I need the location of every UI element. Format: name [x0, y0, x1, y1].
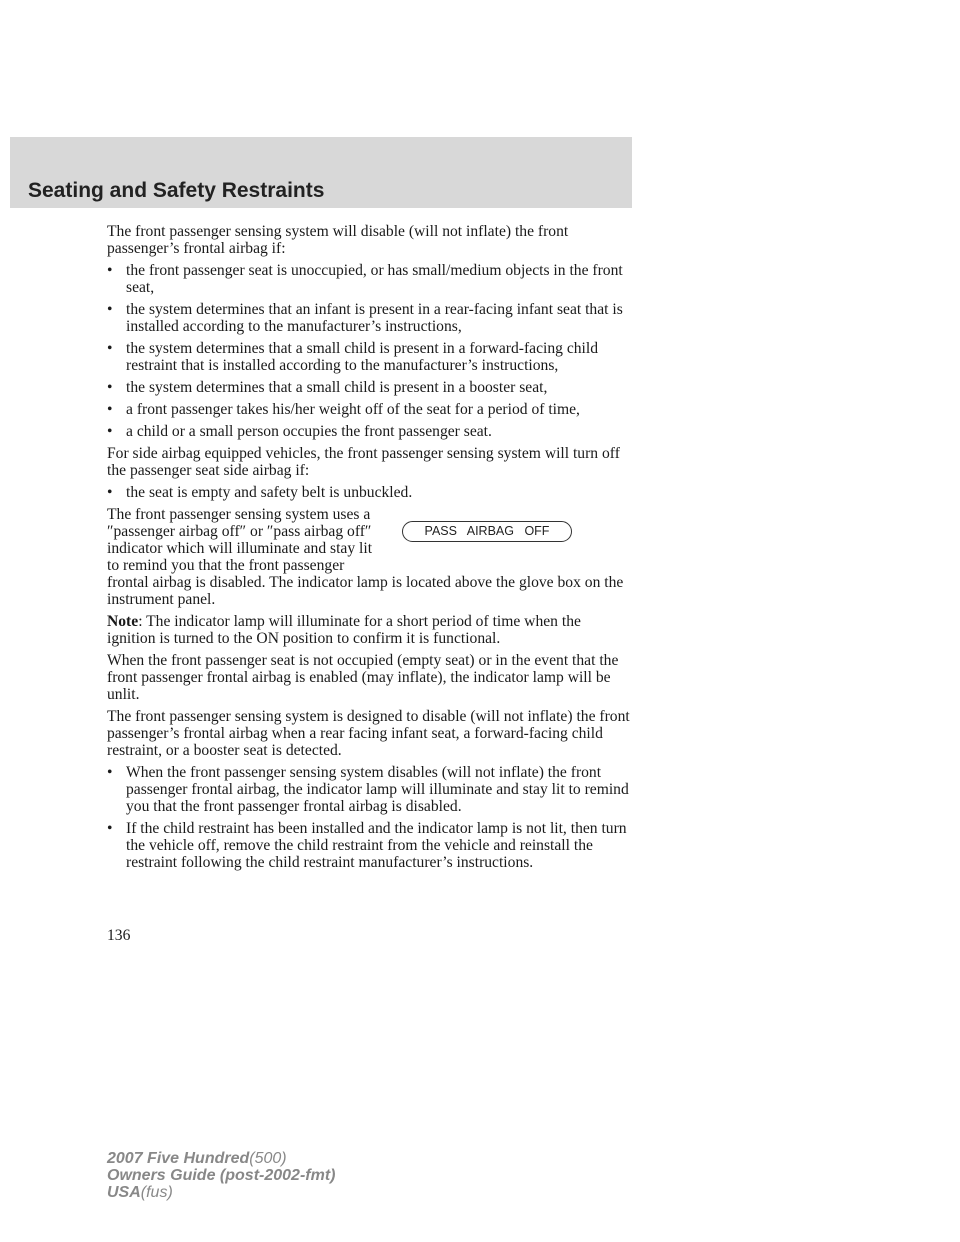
paragraph: When the front passenger seat is not occupied (empty seat) or in the event that the front passenger frontal airbag is enabled (may inflate), the indicator lamp will be unlit.	[107, 652, 619, 703]
paragraph: The front passenger sensing system will disable (will not inflate) the front passenger’s frontal airbag if:	[107, 223, 569, 257]
document-footer	[107, 1150, 335, 1201]
indicator-figure	[386, 510, 632, 570]
body-text	[107, 223, 632, 876]
list-item: • the system determines that a small child is present in a booster seat,	[107, 379, 548, 396]
pass-airbag-off-indicator: PASS AIRBAG OFF	[402, 521, 572, 542]
list-item: • the front passenger seat is unoccupied, or has small/medium objects in the front seat,	[107, 262, 623, 296]
list-item: • the seat is empty and safety belt is unbuckled.	[107, 484, 413, 501]
note-label: Note	[107, 613, 139, 630]
footer-line-2: Owners Guide (post-2002-fmt)	[107, 1167, 336, 1184]
list-item: • a front passenger takes his/her weight off of the seat for a period of time,	[107, 401, 580, 418]
list-item: • the system determines that a small child is present in a forward-facing child restraint that is installed according to the manufacturer’s instructions,	[107, 340, 599, 374]
list-item: • a child or a small person occupies the front passenger seat.	[107, 423, 492, 440]
section-header	[10, 137, 632, 208]
list-item: • the system determines that an infant is present in a rear-facing infant seat that is installed according to the manufacturer’s instructions,	[107, 301, 623, 335]
paragraph: For side airbag equipped vehicles, the front passenger sensing system will turn off the passenger seat side airbag if:	[107, 445, 620, 479]
list-item: • When the front passenger sensing system disables (will not inflate) the front passenger frontal airbag, the indicator lamp will illuminate and stay lit to remind you that the front passenger frontal airbag is disabled.	[107, 764, 629, 815]
list-item: • If the child restraint has been installed and the indicator lamp is not lit, then turn the vehicle off, remove the child restraint from the vehicle and reinstall the restraint following the child restraint manufacturer’s instructions.	[107, 820, 627, 871]
footer-line-3: USA(fus)	[107, 1184, 173, 1201]
page-number: 136	[107, 927, 131, 944]
note-paragraph: Note: The indicator lamp will illuminate for a short period of time when the ignition is turned to the ON position to confirm it is functional.	[107, 613, 581, 647]
footer-line-1: 2007 Five Hundred(500)	[107, 1150, 287, 1167]
paragraph-indicator: PASS AIRBAG OFF The front passenger sensing system uses a ″passenger airbag off″ or ″pass airbag off″ indicator which will illuminate and stay lit to remind you that the front passenger frontal airbag is disabled. The indicator lamp is located above the glove box on the instrument panel.	[107, 506, 632, 608]
paragraph: The front passenger sensing system is designed to disable (will not inflate) the front passenger’s frontal airbag when a rear facing infant seat, a forward-facing child restraint, or a booster seat is detected.	[107, 708, 630, 759]
section-title: Seating and Safety Restraints	[28, 179, 325, 202]
